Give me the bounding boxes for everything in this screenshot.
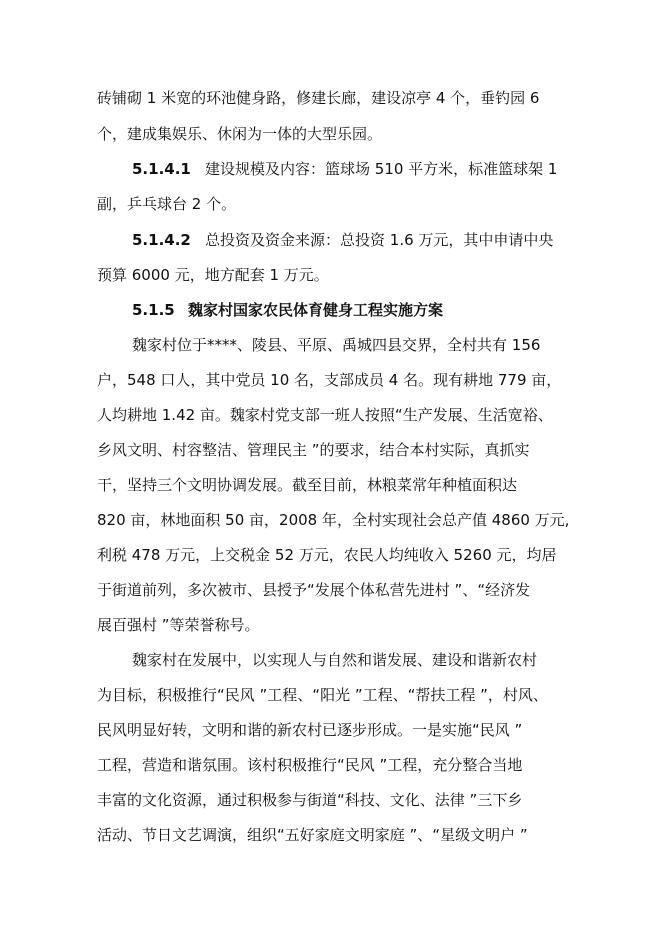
- section-number: 5.1.4.2: [132, 231, 191, 249]
- text-line: 利税 478 万元，上交税金 52 万元，农民人均纯收入 5260 元，均居: [97, 546, 557, 564]
- text-line: 预算 6000 元，地方配套 1 万元。: [97, 266, 329, 284]
- text-line: 人均耕地 1.42 亩。魏家村党支部一班人按照“生产发展、生活宽裕、: [97, 406, 553, 424]
- section-heading: 魏家村国家农民体育健身工程实施方案: [188, 301, 444, 319]
- text-line: 乡风文明、村容整洁、管理民主 ”的要求，结合本村实际，真抓实: [97, 441, 530, 459]
- text-line: 干，坚持三个文明协调发展。截至目前，林粮菜常年种植面积达: [97, 476, 518, 494]
- text-line: 建设规模及内容：篮球场 510 平方米，标准篮球架 1: [205, 160, 558, 178]
- text-line: 活动、节日文艺调演，组织“五好家庭文明家庭 ”、“星级文明户 ”: [97, 826, 528, 844]
- text-line: 820 亩，林地面积 50 亩，2008 年，全村实现社会总产值 4860 万元,: [97, 511, 570, 529]
- text-line: 丰富的文化资源，通过积极参与街道“科技、文化、法律 ”三下乡: [97, 791, 523, 809]
- text-line: 户，548 口人，其中党员 10 名，支部成员 4 名。现有耕地 779 亩，: [97, 371, 562, 389]
- text-line: 砖铺砌 1 米宽的环池健身路，修建长廊，建设凉亭 4 个，垂钓园 6: [97, 89, 540, 107]
- text-line: 魏家村在发展中，以实现人与自然和谐发展、建设和谐新农村: [132, 651, 538, 669]
- text-line: 总投资及资金来源：总投资 1.6 万元，其中申请中央: [205, 231, 554, 249]
- section-number: 5.1.4.1: [132, 160, 191, 178]
- text-line: 工程，营造和谐氛围。该村积极推行“民风 ”工程，充分整合当地: [97, 756, 523, 774]
- text-line: 于街道前列，多次被市、县授予“发展个体私营先进村 ”、“经济发: [97, 581, 531, 599]
- section-number: 5.1.5: [132, 301, 175, 319]
- text-line: 为目标，积极推行“民风 ”工程、“阳光 ”工程、“帮扶工程 ”，村风、: [97, 686, 548, 704]
- text-line: 个，建成集娱乐、休闲为一体的大型乐园。: [97, 125, 383, 143]
- text-line: 魏家村位于****、陵县、平原、禹城四县交界，全村共有 156: [132, 336, 541, 354]
- text-line: 民风明显好转，文明和谐的新农村已逐步形成。一是实施“民风 ”: [97, 721, 523, 739]
- text-line: 展百强村 ”等荣誉称号。: [97, 616, 260, 634]
- text-line: 副，乒乓球台 2 个。: [97, 195, 237, 213]
